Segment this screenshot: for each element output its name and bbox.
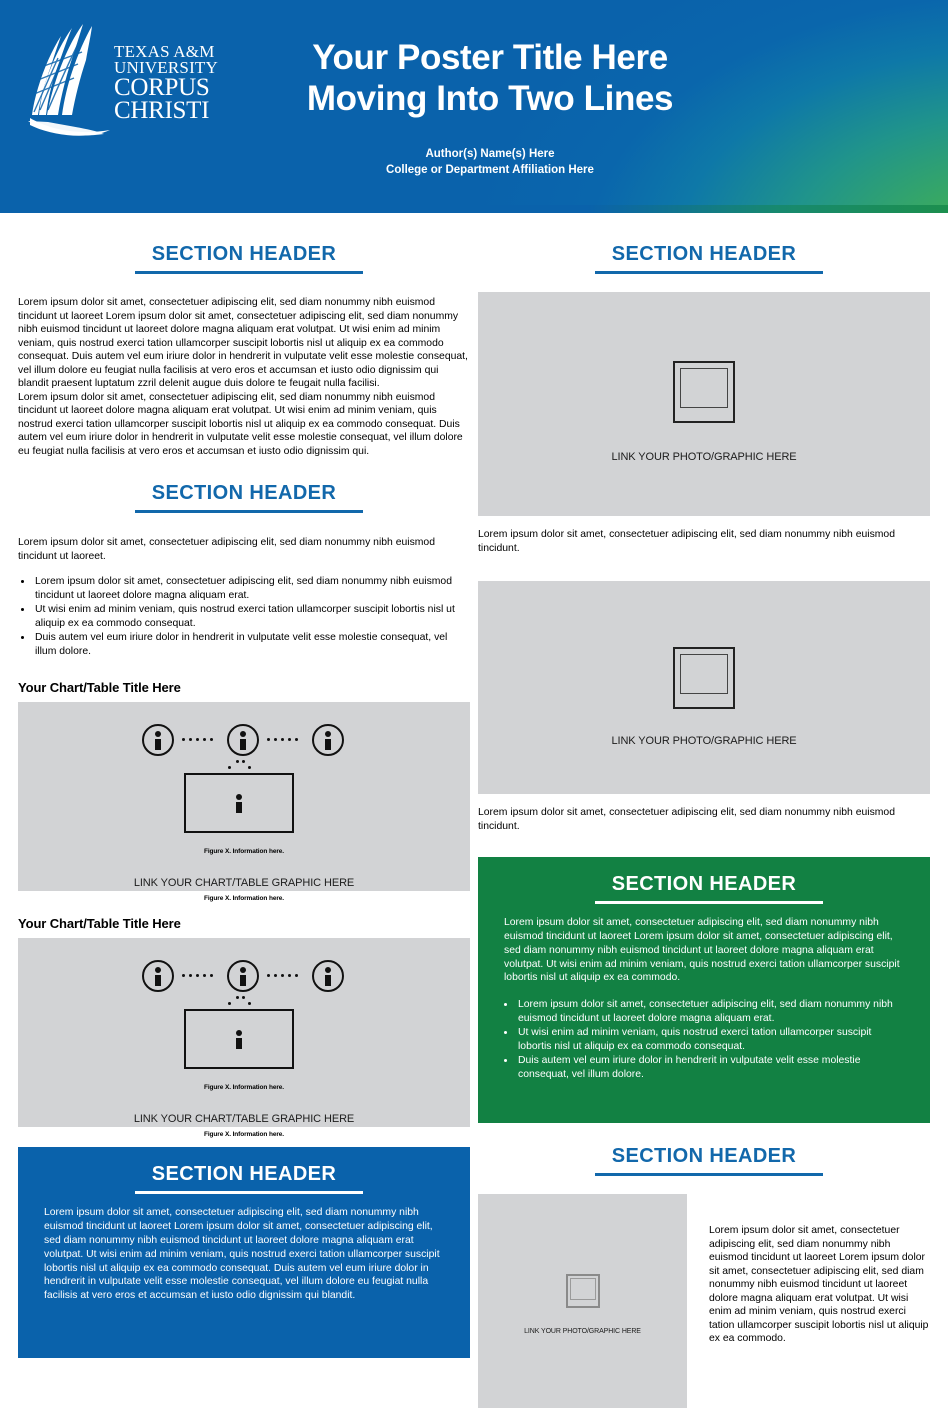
section-header-rule bbox=[595, 1173, 823, 1176]
university-logo bbox=[28, 22, 228, 142]
left-column bbox=[18, 213, 470, 1358]
dotted-connector-1 bbox=[182, 974, 213, 977]
section-header-label: SECTION HEADER bbox=[151, 1163, 337, 1186]
right-section-1-caption: Lorem ipsum dolor sit amet, consectetuer adipiscing elit, sed diam nonummy nibh euismod tincidunt. bbox=[478, 529, 895, 554]
right-section-3-header bbox=[478, 1123, 930, 1176]
photo-placeholder-label: LINK YOUR PHOTO/GRAPHIC HERE bbox=[524, 1328, 641, 1336]
section-header-label: SECTION HEADER bbox=[611, 873, 797, 896]
section-header-label: SECTION HEADER bbox=[151, 482, 337, 505]
dotted-connector-2 bbox=[267, 738, 298, 741]
right-section-3-text: Lorem ipsum dolor sit amet, consectetuer adipiscing elit, sed diam nonummy nibh euismod tincidunt ut laoreet Lorem ipsum dolor sit amet, consectetuer adipiscing elit, sed diam nonummy nibh euismod tincidunt ut laoreet dolore magna aliquam erat volutpat. Ut wisi enim ad minim veniam, quis nostrud exerci tation ullamcorper suscipit lobortis nisl ut aliquip ex ea commodo. bbox=[709, 1225, 929, 1345]
right-column bbox=[478, 213, 930, 1408]
poster-header-banner bbox=[0, 0, 948, 213]
dotted-connector-1 bbox=[182, 738, 213, 741]
section-header-rule bbox=[135, 510, 363, 513]
logo-line-1: TEXAS A&M bbox=[114, 42, 215, 61]
poster-authors: Author(s) Name(s) Here bbox=[425, 148, 555, 160]
poster-title-line-2: Moving Into Two Lines bbox=[306, 78, 674, 118]
list-item: • Duis autem vel eum iriure dolor in hendrerit in vulputate velit esse molestie consequat, vel illum dolore. bbox=[516, 1054, 904, 1081]
poster-authors-block bbox=[230, 147, 750, 178]
image-frame-icon bbox=[673, 361, 735, 423]
info-box bbox=[184, 773, 294, 833]
dotted-connector-4 bbox=[228, 766, 251, 769]
list-item: • Lorem ipsum dolor sit amet, consectetuer adipiscing elit, sed diam nonummy nibh euismod tincidunt ut laoreet dolore magna aliquam erat. bbox=[516, 998, 904, 1025]
chart-placeholder-label: LINK YOUR CHART/TABLE GRAPHIC HERE bbox=[133, 877, 355, 890]
section-header-label: SECTION HEADER bbox=[611, 1145, 797, 1168]
infographic-illustration bbox=[18, 702, 470, 860]
right-section-3-content bbox=[478, 1194, 930, 1408]
chart-placeholder-label: LINK YOUR CHART/TABLE GRAPHIC HERE bbox=[133, 1113, 355, 1126]
right-section-1-header bbox=[478, 213, 930, 274]
list-item: • Ut wisi enim ad minim veniam, quis nostrud exerci tation ullamcorper suscipit lobortis nisl ut aliquip ex ea commodo consequat. bbox=[33, 603, 470, 630]
logo-line-2: UNIVERSITY bbox=[114, 57, 218, 77]
left-chart-2-title: Your Chart/Table Title Here bbox=[18, 916, 181, 932]
left-chart-1-caption: Figure X. Information here. bbox=[203, 895, 284, 903]
logo-line-3: CORPUS bbox=[114, 73, 210, 101]
info-icon-circle-2 bbox=[227, 960, 259, 992]
dotted-connector-3 bbox=[236, 760, 245, 763]
poster-title-line-1: Your Poster Title Here bbox=[312, 38, 668, 77]
list-item: • Lorem ipsum dolor sit amet, consectetuer adipiscing elit, sed diam nonummy nibh euismod tincidunt ut laoreet dolore magna aliquam erat. bbox=[33, 575, 470, 602]
info-icon-circle-1 bbox=[142, 724, 174, 756]
list-item: • Ut wisi enim ad minim veniam, quis nostrud exerci tation ullamcorper suscipit lobortis nisl ut aliquip ex ea commodo consequat. bbox=[516, 1026, 904, 1053]
green-panel-header bbox=[478, 857, 930, 904]
section-header-rule bbox=[135, 271, 363, 274]
blue-panel-paragraph: Lorem ipsum dolor sit amet, consectetuer adipiscing elit, sed diam nonummy nibh euismod tincidunt ut laoreet Lorem ipsum dolor sit amet, consectetuer adipiscing elit, sed diam nonummy nibh euismod tincidunt ut laoreet dolore magna aliquam erat volutpat. Ut wisi enim ad minim veniam, quis nostrud exerci tation ullamcorper suscipit lobortis nisl ut aliquip ex ea commodo consequat. Duis autem vel eum iriure dolor in hendrerit in vulputate velit esse molestie consequat, vel illum dolore eu feugiat nulla facilisis at vero eros et accumsan et iusto odio dignissim qui blandit. bbox=[44, 1207, 440, 1302]
photo-placeholder-label: LINK YOUR PHOTO/GRAPHIC HERE bbox=[611, 451, 797, 463]
right-green-panel bbox=[478, 857, 930, 1123]
photo-placeholder-2[interactable] bbox=[478, 581, 930, 794]
left-section-1-header bbox=[18, 213, 470, 274]
photo-placeholder-1[interactable] bbox=[478, 292, 930, 516]
university-logo-text bbox=[114, 44, 234, 122]
chart-inner-caption: Figure X. Information here. bbox=[203, 848, 284, 856]
image-frame-icon bbox=[566, 1274, 600, 1308]
photo-placeholder-label: LINK YOUR PHOTO/GRAPHIC HERE bbox=[611, 735, 797, 748]
islander-sail-logo-icon bbox=[28, 22, 112, 140]
chart-placeholder-2[interactable] bbox=[18, 938, 470, 1127]
left-section-2-header bbox=[18, 458, 470, 513]
info-icon-circle-3 bbox=[312, 960, 344, 992]
dotted-connector-4 bbox=[228, 1002, 251, 1005]
banner-accent-bar bbox=[0, 205, 948, 213]
dotted-connector-3 bbox=[236, 996, 245, 999]
poster-affiliation: College or Department Affiliation Here bbox=[386, 163, 594, 176]
poster-title bbox=[230, 38, 750, 119]
photo-placeholder-3[interactable] bbox=[478, 1194, 687, 1408]
section-header-rule bbox=[595, 901, 823, 904]
info-icon-circle-1 bbox=[142, 960, 174, 992]
section-header-rule bbox=[595, 271, 823, 274]
infographic-illustration bbox=[18, 938, 470, 1096]
left-section-1-paragraph-1: Lorem ipsum dolor sit amet, consectetuer adipiscing elit, sed diam nonummy nibh euismod tincidunt ut laoreet Lorem ipsum dolor sit amet, consectetuer adipiscing elit, sed diam nonummy nibh euismod tincidunt ut laoreet dolore magna aliquam erat volutpat. Ut wisi enim ad minim veniam, quis nostrud exerci tation ullamcorper suscipit lobortis nisl ut aliquip ex ea commodo consequat. Duis autem vel eum iriure dolor in hendrerit in vulputate velit esse molestie consequat, vel illum dolore eu feugiat nulla facilisis at vero eros et accumsan et iusto odio dignissim qui blandit praesent luptatum zzril delenit augue duis dolore te feugait nulla facilisi. bbox=[18, 297, 468, 390]
chart-placeholder-1[interactable] bbox=[18, 702, 470, 891]
info-icon-circle-3 bbox=[312, 724, 344, 756]
info-box bbox=[184, 1009, 294, 1069]
left-chart-2-caption: Figure X. Information here. bbox=[203, 1131, 284, 1139]
left-blue-panel bbox=[18, 1147, 470, 1358]
left-section-2-bullets bbox=[18, 575, 470, 658]
green-panel-paragraph: Lorem ipsum dolor sit amet, consectetuer adipiscing elit, sed diam nonummy nibh euismod tincidunt ut laoreet Lorem ipsum dolor sit amet, consectetuer adipiscing elit, sed diam nonummy nibh euismod tincidunt ut laoreet dolore magna aliquam erat volutpat. Ut wisi enim ad minim veniam, quis nostrud exerci tation ullamcorper suscipit lobortis nisl ut aliquip ex ea commodo. bbox=[504, 917, 900, 984]
dotted-connector-2 bbox=[267, 974, 298, 977]
chart-inner-caption: Figure X. Information here. bbox=[203, 1084, 284, 1092]
list-item: • Duis autem vel eum iriure dolor in hendrerit in vulputate velit esse molestie consequat, vel illum dolore. bbox=[33, 631, 470, 658]
section-header-rule bbox=[135, 1191, 363, 1194]
info-icon-circle-2 bbox=[227, 724, 259, 756]
section-header-label: SECTION HEADER bbox=[151, 243, 337, 265]
left-chart-1-title: Your Chart/Table Title Here bbox=[18, 680, 181, 696]
logo-line-4: CHRISTI bbox=[114, 96, 210, 124]
green-panel-bullets bbox=[478, 998, 930, 1081]
right-section-2-caption: Lorem ipsum dolor sit amet, consectetuer adipiscing elit, sed diam nonummy nibh euismod tincidunt. bbox=[478, 807, 895, 832]
blue-panel-header bbox=[18, 1147, 470, 1194]
image-frame-icon bbox=[673, 647, 735, 709]
left-section-1-paragraph-2: Lorem ipsum dolor sit amet, consectetuer adipiscing elit, sed diam nonummy nibh euismod tincidunt ut laoreet dolore magna aliquam erat volutpat. Ut wisi enim ad minim veniam, quis nostrud exerci tation ullamcorper suscipit lobortis nisl ut aliquip ex ea commodo consequat. Duis autem vel eum iriure dolor in hendrerit in vulputate velit esse molestie consequat, vel illum dolore eu feugiat nulla facilisis at vero eros et accumsan et iusto odio dignissim qui. bbox=[18, 391, 463, 457]
left-section-2-intro: Lorem ipsum dolor sit amet, consectetuer adipiscing elit, sed diam nonummy nibh euismod tincidunt ut laoreet. bbox=[18, 537, 435, 562]
section-header-label: SECTION HEADER bbox=[611, 243, 797, 265]
